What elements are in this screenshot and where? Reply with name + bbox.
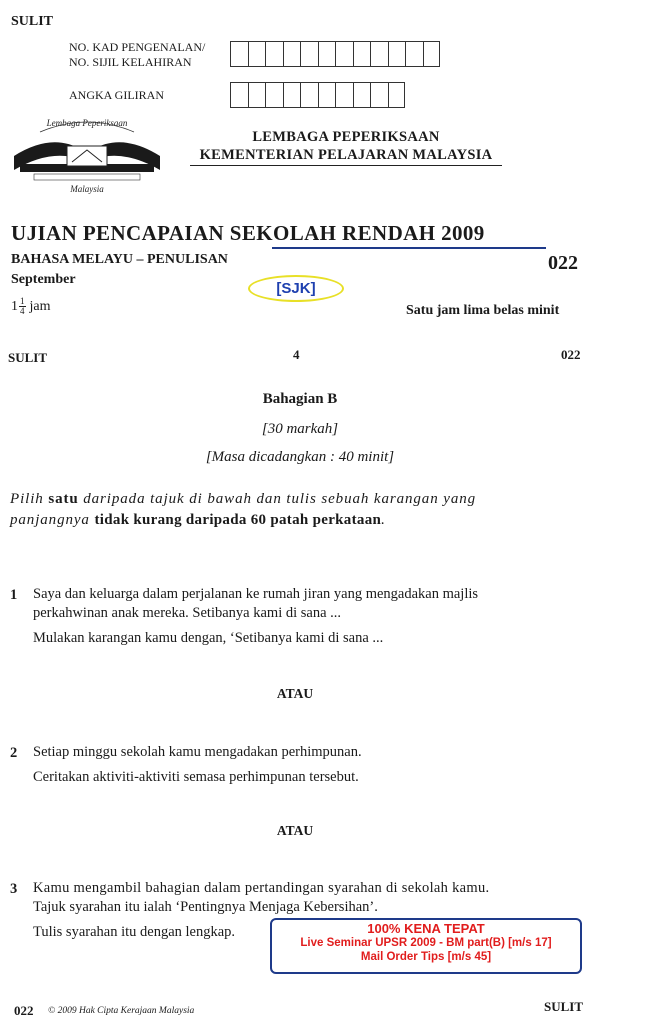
id-label-line-2: NO. SIJIL KELAHIRAN — [69, 55, 192, 69]
id-digit-box-1[interactable] — [230, 41, 248, 67]
atau-divider-1: ATAU — [276, 686, 314, 701]
duration-unit: jam — [29, 298, 51, 314]
question-1-number: 1 — [10, 587, 18, 603]
question-3-number: 3 — [10, 881, 18, 897]
id-digit-box-10[interactable] — [388, 41, 406, 67]
fraction-numerator: 1 — [20, 296, 25, 306]
promo-line-3: Mail Order Tips [m/s 45] — [360, 951, 492, 963]
id-digit-box-9[interactable] — [370, 41, 388, 67]
id-digit-box-6[interactable] — [318, 41, 336, 67]
question-3-line-3: Tulis syarahan itu dengan lengkap. — [33, 924, 236, 940]
footer-sulit: SULIT — [544, 999, 584, 1014]
instruction-emphasis-1: satu — [48, 491, 79, 507]
section-title: Bahagian B — [262, 391, 338, 407]
question-3-line-2: Tajuk syarahan itu ialah ‘Pentingnya Menjaga Kebersihan’. — [33, 899, 378, 915]
angka-digit-box-4[interactable] — [283, 82, 301, 108]
id-digit-box-12[interactable] — [423, 41, 441, 67]
page-number: 4 — [293, 347, 300, 362]
id-label-line-1: NO. KAD PENGENALAN/ — [69, 40, 206, 54]
paper-code: 022 — [548, 252, 578, 274]
question-1-line-2: perkahwinan anak mereka. Setibanya kami di sana ... — [33, 605, 342, 621]
section-marks: [30 markah] — [261, 421, 339, 437]
question-2-line-1: Setiap minggu sekolah kamu mengadakan perhimpunan. — [33, 744, 362, 760]
question-1-line-1: Saya dan keluarga dalam perjalanan ke rumah jiran yang mengadakan majlis — [33, 586, 479, 602]
exam-title: UJIAN PENCAPAIAN SEKOLAH RENDAH 2009 — [11, 221, 485, 245]
id-digit-box-5[interactable] — [300, 41, 318, 67]
angka-digit-box-5[interactable] — [300, 82, 318, 108]
page-sulit-left: SULIT — [8, 350, 48, 365]
id-digit-box-4[interactable] — [283, 41, 301, 67]
sjk-tag: [SJK] — [248, 275, 344, 302]
svg-text:Malaysia: Malaysia — [70, 184, 104, 194]
angka-digit-box-7[interactable] — [335, 82, 353, 108]
question-1 — [33, 585, 603, 648]
footer-copyright: © 2009 Hak Cipta Kerajaan Malaysia — [48, 1006, 195, 1016]
footer-code: 022 — [14, 1003, 34, 1018]
instruction-emphasis-2: tidak kurang daripada 60 patah perkataan — [94, 512, 382, 528]
promo-line-1: 100% KENA TEPAT — [367, 921, 485, 936]
id-digit-box-2[interactable] — [248, 41, 266, 67]
angka-giliran-label: ANGKA GILIRAN — [69, 88, 164, 102]
org-underline — [190, 165, 502, 166]
org-line-2: KEMENTERIAN PELAJARAN MALAYSIA — [199, 147, 493, 163]
id-number-boxes[interactable] — [230, 41, 440, 67]
id-digit-box-7[interactable] — [335, 41, 353, 67]
exam-month: September — [11, 272, 76, 287]
fraction — [19, 297, 26, 316]
angka-giliran-boxes[interactable] — [230, 82, 405, 108]
duration-words: Satu jam lima belas minit — [406, 303, 560, 318]
atau-divider-2: ATAU — [276, 823, 314, 838]
org-line-1: LEMBAGA PEPERIKSAAN — [252, 129, 440, 145]
id-digit-box-3[interactable] — [265, 41, 283, 67]
instruction-part-6: . — [381, 512, 386, 528]
instruction-part-4: panjangnya — [10, 512, 95, 528]
id-digit-box-11[interactable] — [405, 41, 423, 67]
angka-digit-box-3[interactable] — [265, 82, 283, 108]
question-2-line-2: Ceritakan aktiviti-aktiviti semasa perhimpunan tersebut. — [33, 769, 359, 785]
page-code-right: 022 — [561, 347, 581, 362]
angka-digit-box-6[interactable] — [318, 82, 336, 108]
duration-whole: 1 — [11, 298, 18, 314]
question-1-line-3: Mulakan karangan kamu dengan, ‘Setibanya kami di sana ... — [33, 630, 384, 646]
instruction — [10, 489, 600, 531]
organization-name — [190, 128, 502, 164]
angka-digit-box-2[interactable] — [248, 82, 266, 108]
id-digit-box-8[interactable] — [353, 41, 371, 67]
instruction-part-1: Pilih — [10, 491, 49, 507]
section-time: [Masa dicadangkan : 40 minit] — [205, 449, 395, 465]
angka-digit-box-8[interactable] — [353, 82, 371, 108]
question-3-line-1: Kamu mengambil bahagian dalam pertandingan syarahan di sekolah kamu. — [33, 880, 490, 896]
question-2 — [33, 743, 603, 787]
svg-text:Lembaga Peperiksaan: Lembaga Peperiksaan — [46, 118, 128, 128]
promo-box — [270, 918, 582, 974]
fraction-denominator: 4 — [20, 306, 25, 316]
title-underline — [272, 247, 546, 249]
id-label — [69, 40, 205, 70]
sulit-top-label: SULIT — [11, 14, 54, 29]
instruction-part-3: daripada tajuk di bawah dan tulis sebuah karangan yang — [78, 491, 477, 507]
angka-digit-box-10[interactable] — [388, 82, 406, 108]
lembaga-logo — [12, 112, 162, 196]
duration-fraction — [11, 297, 51, 316]
angka-digit-box-9[interactable] — [370, 82, 388, 108]
angka-digit-box-1[interactable] — [230, 82, 248, 108]
question-2-number: 2 — [10, 745, 18, 761]
promo-line-2: Live Seminar UPSR 2009 - BM part(B) [m/s 17] — [300, 937, 552, 949]
subject-label: BAHASA MELAYU – PENULISAN — [11, 252, 228, 267]
